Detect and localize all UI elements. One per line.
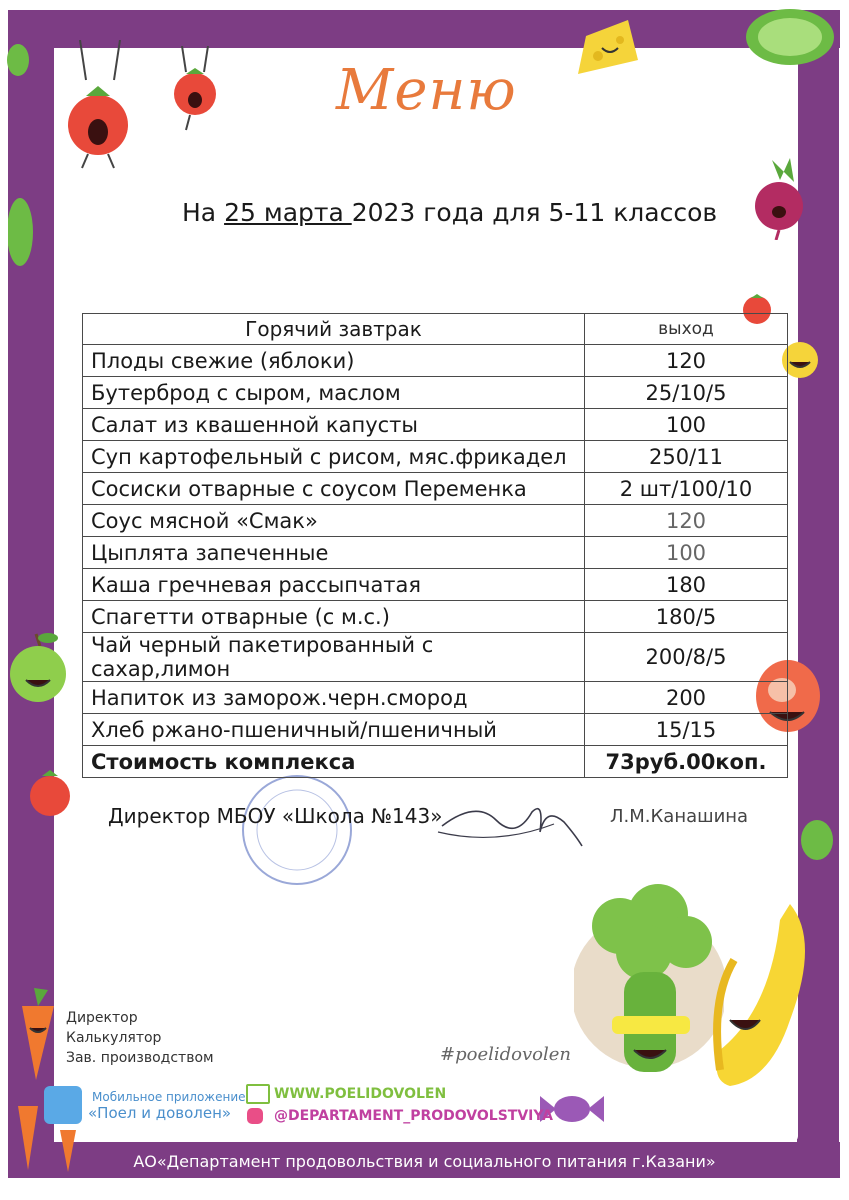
director-title: Директор МБОУ «Школа №143»	[108, 804, 443, 828]
dish-output: 200	[585, 682, 788, 714]
dish-name: Напиток из заморож.черн.смород	[83, 682, 585, 714]
menu-table	[82, 313, 788, 778]
app-icon	[44, 1086, 82, 1124]
table-row	[83, 409, 788, 441]
dish-output: 25/10/5	[585, 377, 788, 409]
header-dish: Горячий завтрак	[83, 314, 585, 345]
app-label: Мобильное приложение	[92, 1090, 246, 1104]
page-subtitle	[182, 198, 717, 227]
total-label: Стоимость комплекса	[83, 746, 585, 778]
footer-text: АО«Департамент продовольствия и социального питания г.Казани»	[133, 1152, 716, 1171]
banana-character-icon	[690, 900, 810, 1090]
signature-icon	[436, 796, 586, 856]
tomato-character-icon	[62, 40, 142, 170]
dish-name: Бутерброд с сыром, маслом	[83, 377, 585, 409]
hashtag: #poelidovolen	[440, 1044, 571, 1065]
subtitle-prefix: На	[182, 198, 225, 227]
table-row	[83, 377, 788, 409]
dish-output: 120	[585, 505, 788, 537]
cucumber-slice-icon	[8, 196, 34, 268]
table-row	[83, 473, 788, 505]
table-row	[83, 682, 788, 714]
dish-output: 120	[585, 345, 788, 377]
apple-character-icon	[6, 626, 70, 706]
table-row	[83, 537, 788, 569]
tomato-character-icon	[168, 46, 224, 136]
role-item: Калькулятор	[66, 1030, 162, 1046]
dish-name: Сосиски отварные с соусом Переменка	[83, 473, 585, 505]
cucumber-slice-icon	[742, 6, 838, 68]
dish-output: 2 шт/100/10	[585, 473, 788, 505]
total-row	[83, 746, 788, 778]
app-name: «Поел и доволен»	[88, 1104, 232, 1122]
dish-output: 250/11	[585, 441, 788, 473]
dish-name: Цыплята запеченные	[83, 537, 585, 569]
page-title: Меню	[336, 58, 517, 123]
dish-name: Каша гречневая рассыпчатая	[83, 569, 585, 601]
role-item: Зав. производством	[66, 1050, 214, 1066]
table-row	[83, 505, 788, 537]
dish-name: Чай черный пакетированный с сахар,лимон	[83, 633, 585, 682]
instagram-link[interactable]: @DEPARTAMENT_PRODOVOLSTVIYA	[274, 1108, 554, 1124]
dish-name: Спагетти отварные (с м.с.)	[83, 601, 585, 633]
dish-name: Хлеб ржано-пшеничный/пшеничный	[83, 714, 585, 746]
director-name: Л.М.Канашина	[610, 806, 749, 827]
table-row	[83, 345, 788, 377]
dish-name: Соус мясной «Смак»	[83, 505, 585, 537]
website-link[interactable]: WWW.POELIDOVOLEN	[274, 1086, 447, 1102]
carrot-character-icon	[8, 984, 62, 1084]
stamp-icon	[222, 770, 372, 890]
beet-character-icon	[748, 156, 810, 240]
dish-output: 200/8/5	[585, 633, 788, 682]
table-row	[83, 601, 788, 633]
table-row	[83, 633, 788, 682]
dish-output: 100	[585, 409, 788, 441]
cucumber-slice-icon	[6, 42, 30, 78]
dish-output: 100	[585, 537, 788, 569]
header-output: выход	[585, 314, 788, 345]
subtitle-date: 25 марта	[224, 198, 352, 227]
dish-output: 180/5	[585, 601, 788, 633]
table-row	[83, 441, 788, 473]
cucumber-slice-icon	[800, 818, 834, 862]
table-row	[83, 569, 788, 601]
dish-output: 15/15	[585, 714, 788, 746]
dish-name: Суп картофельный с рисом, мяс.фрикадел	[83, 441, 585, 473]
table-row	[83, 714, 788, 746]
cheese-character-icon	[572, 14, 644, 84]
total-value: 73руб.00коп.	[585, 746, 788, 778]
web-icon	[246, 1084, 270, 1104]
roles-list	[66, 1008, 214, 1068]
dish-name: Плоды свежие (яблоки)	[83, 345, 585, 377]
table-header-row	[83, 314, 788, 345]
instagram-icon	[247, 1108, 263, 1124]
dish-output: 180	[585, 569, 788, 601]
dish-name: Салат из квашенной капусты	[83, 409, 585, 441]
role-item: Директор	[66, 1010, 138, 1026]
tomato-character-icon	[26, 766, 74, 818]
subtitle-suffix: 2023 года для 5-11 классов	[351, 198, 718, 227]
